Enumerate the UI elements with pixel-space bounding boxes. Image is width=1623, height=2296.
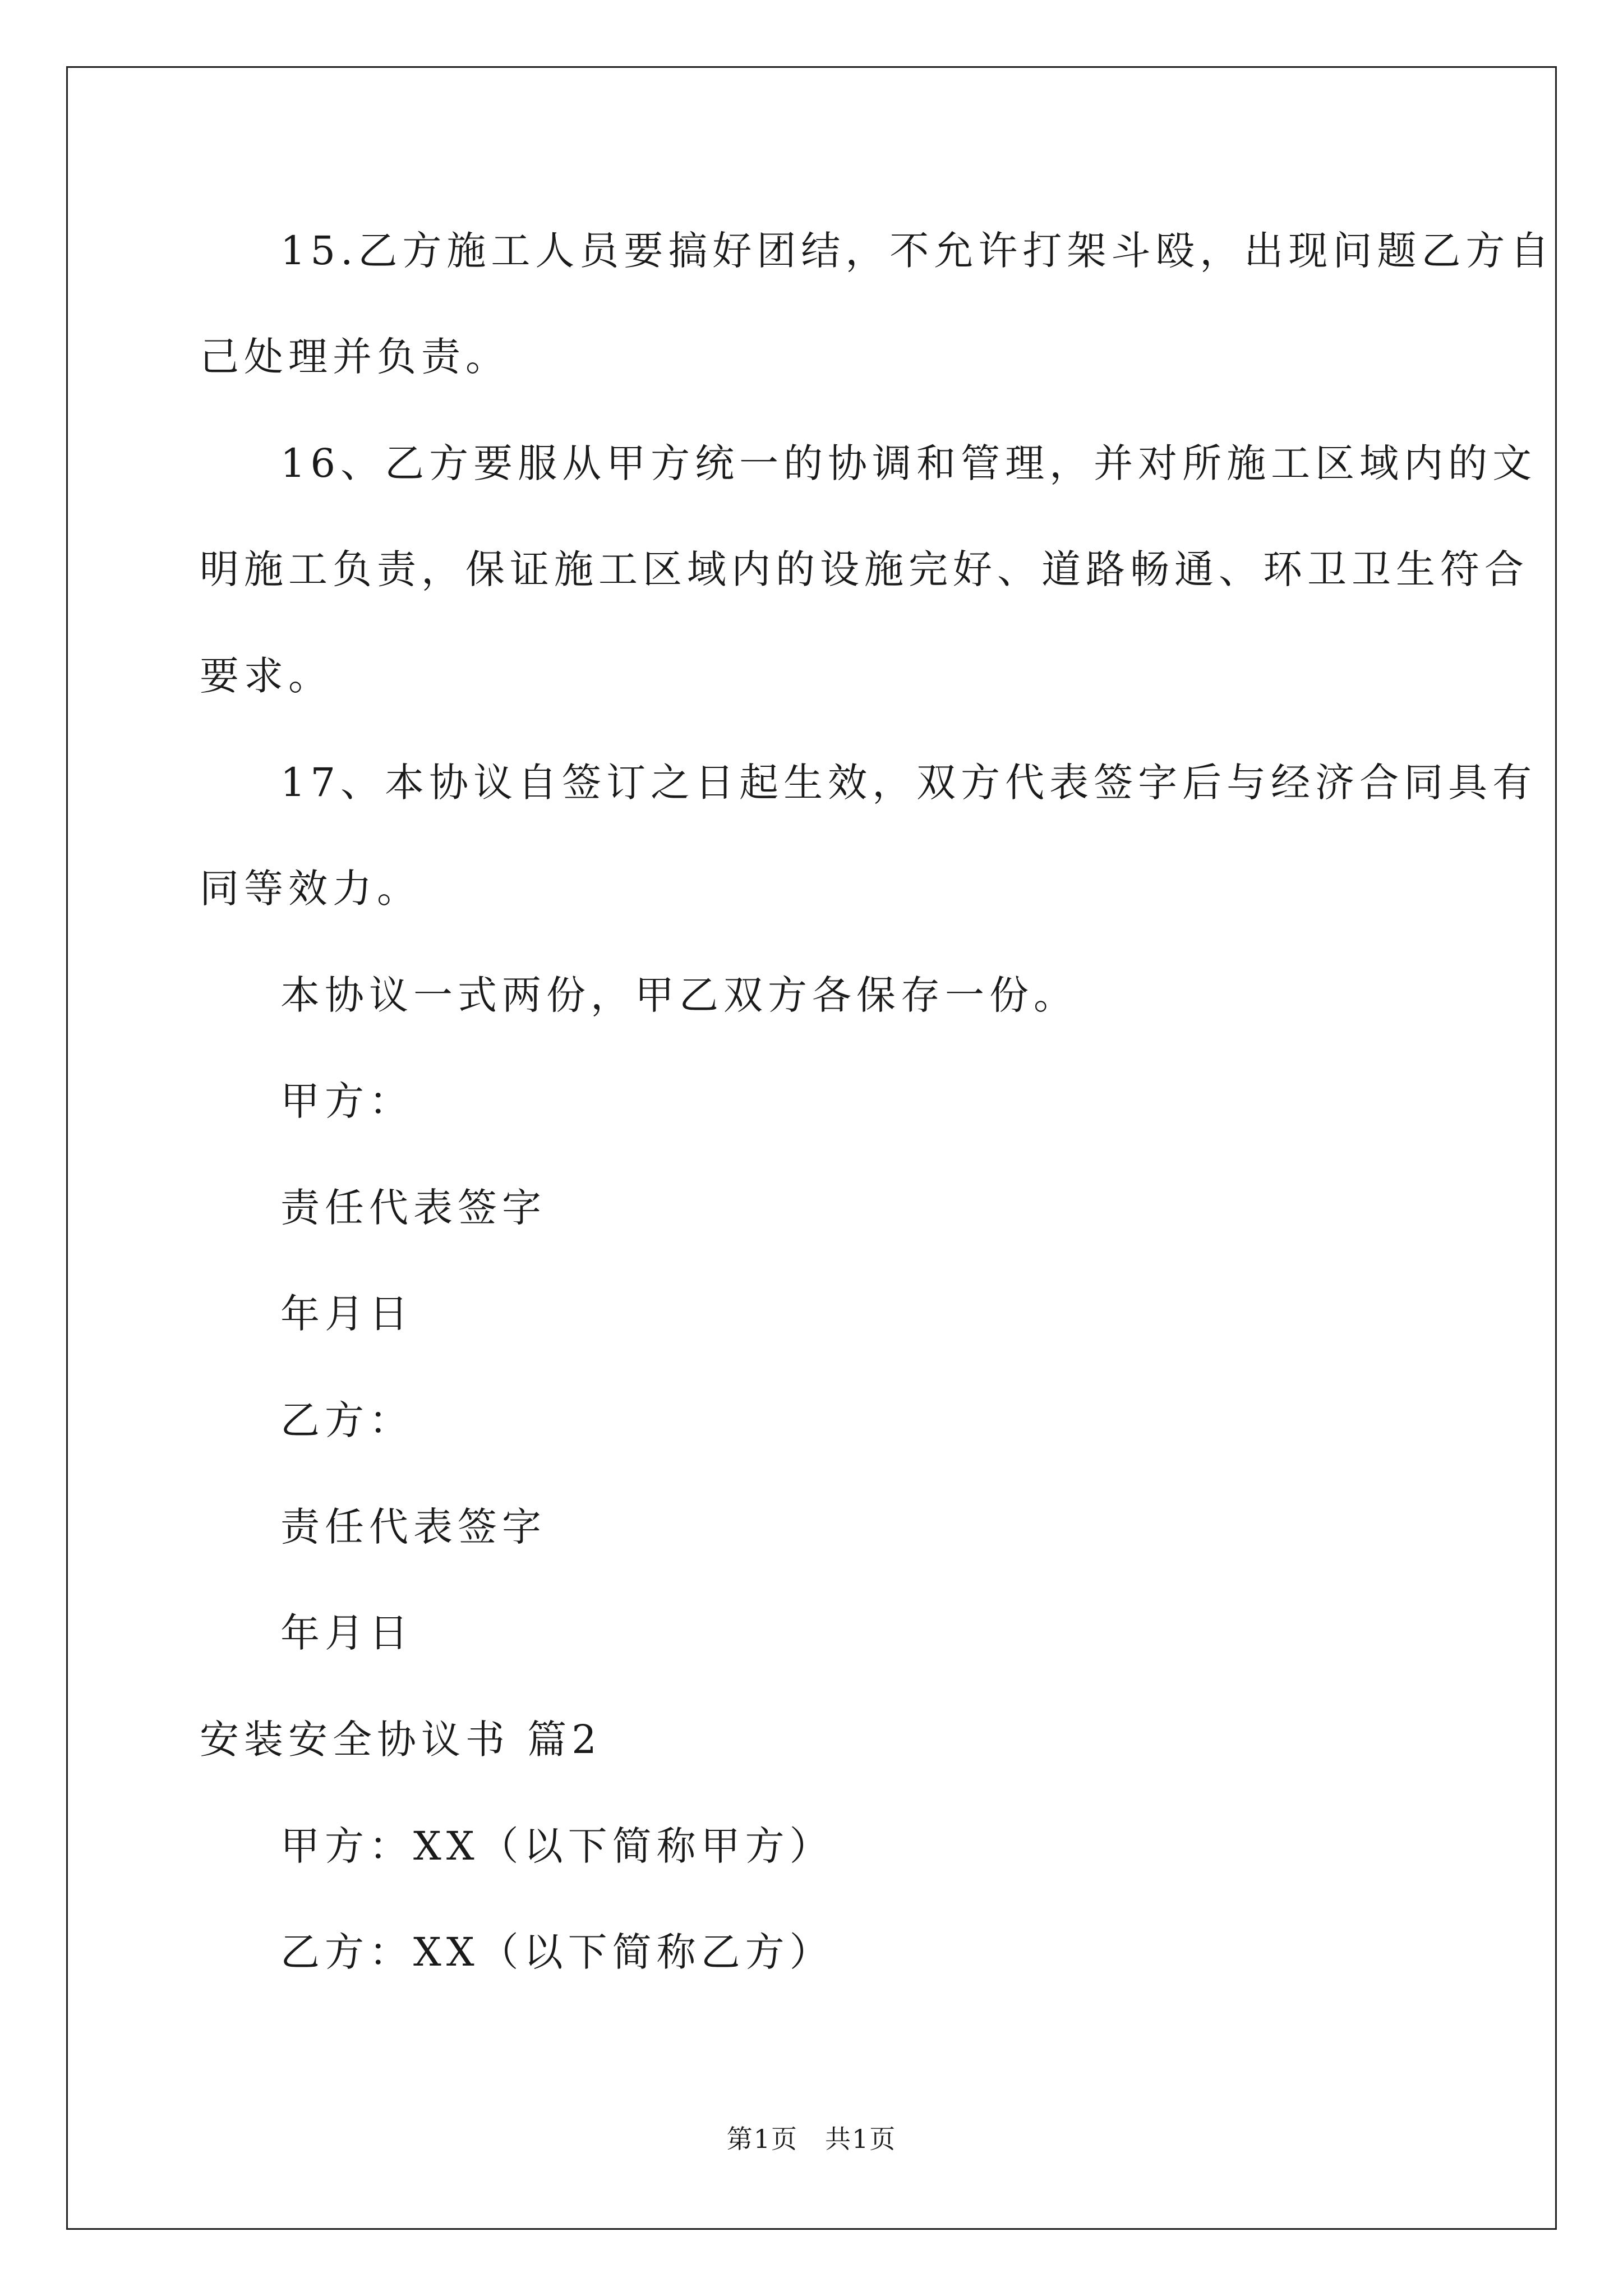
party-a-signature-label: 责任代表签字 xyxy=(280,1185,546,1231)
party-b-label: 乙方： xyxy=(280,1397,413,1443)
clause-16-line-1: 16、乙方要服从甲方统一的协调和管理，并对所施工区域内的文 xyxy=(280,440,1537,486)
clause-15-line-1: 15.乙方施工人员要搞好团结，不允许打架斗殴，出现问题乙方自 xyxy=(280,228,1555,274)
clause-16-line-2: 明施工负责，保证施工区域内的设施完好、道路畅通、环卫卫生符合 xyxy=(200,546,1529,592)
party-b-signature-label: 责任代表签字 xyxy=(280,1504,546,1550)
party-a-label: 甲方： xyxy=(280,1078,413,1124)
party-b-intro: 乙方：XX（以下简称乙方） xyxy=(280,1929,834,1975)
party-a-intro: 甲方：XX（以下简称甲方） xyxy=(280,1823,834,1869)
clause-16-line-3: 要求。 xyxy=(200,653,333,699)
copies-statement: 本协议一式两份，甲乙双方各保存一份。 xyxy=(280,972,1078,1018)
party-b-date-label: 年月日 xyxy=(280,1610,413,1656)
section-heading: 安装安全协议书 篇2 xyxy=(200,1717,602,1763)
party-a-date-label: 年月日 xyxy=(280,1291,413,1337)
clause-15-line-2: 己处理并负责。 xyxy=(200,334,510,380)
page-number-footer: 第1页 共1页 xyxy=(726,2124,897,2154)
clause-17-line-1: 17、本协议自签订之日起生效，双方代表签字后与经济合同具有 xyxy=(280,760,1537,806)
clause-17-line-2: 同等效力。 xyxy=(200,866,421,912)
page-border xyxy=(66,66,1557,2230)
